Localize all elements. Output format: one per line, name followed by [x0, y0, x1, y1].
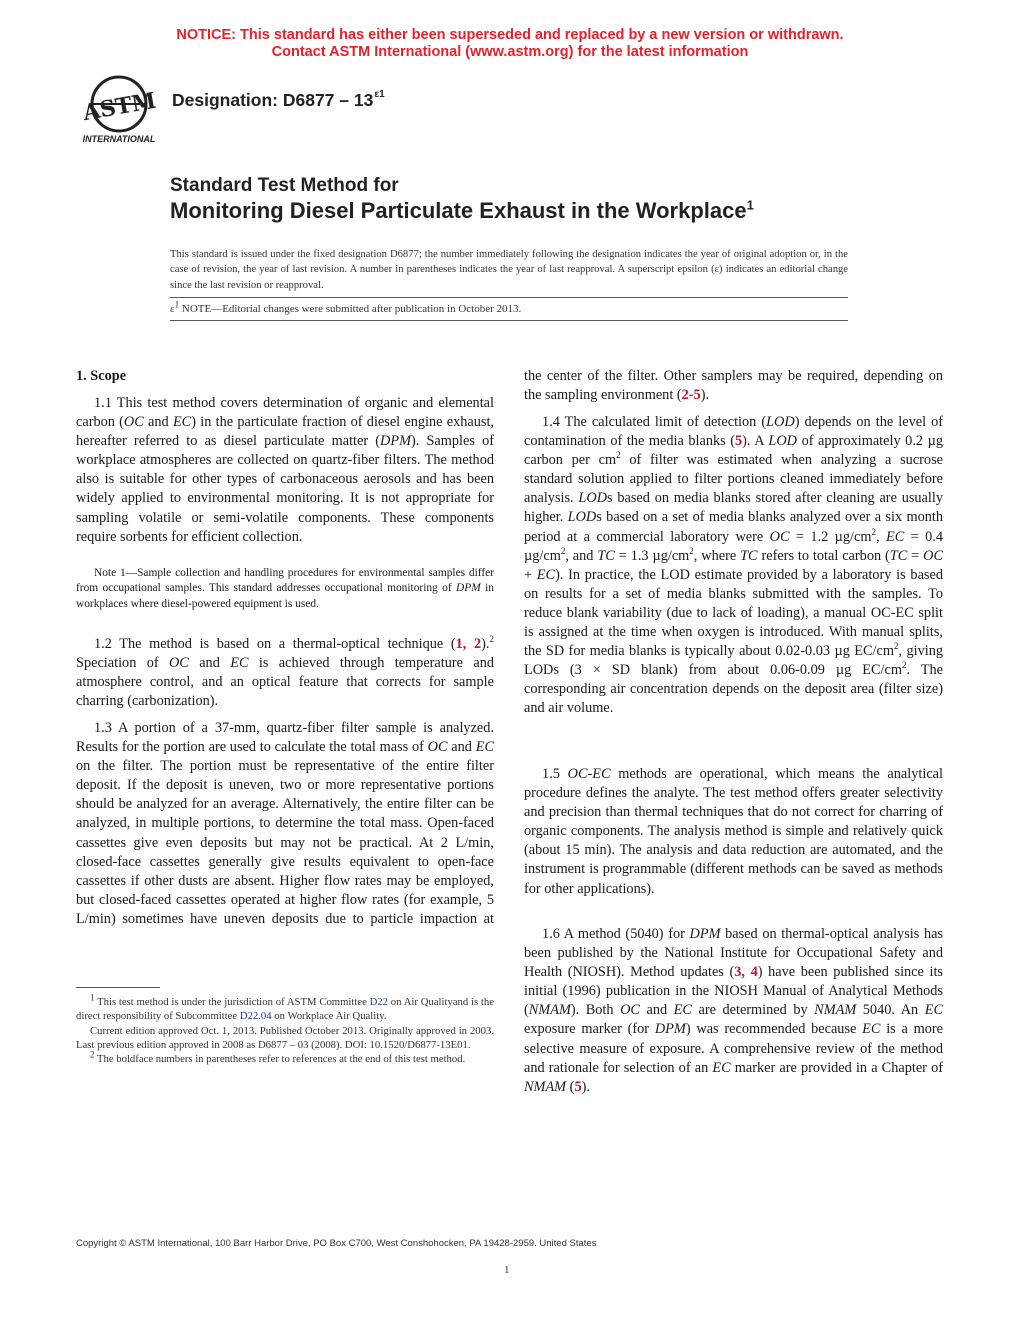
- astm-logo: [76, 74, 162, 146]
- reference-link[interactable]: 1, 2: [455, 636, 482, 652]
- note-1: Note 1—Sample collection and handling procedures for environmental samples differ from occupational samples. This standard addresses occupational monitoring of DPM in workplaces where diesel-powered equipment is used.: [76, 567, 494, 610]
- committee-link[interactable]: D22: [369, 996, 389, 1008]
- reference-link[interactable]: 5: [574, 1078, 582, 1095]
- paragraph-1-3-continued: the center of the filter. Other samplers may be required, depending on the sampling environment (2-5).: [524, 368, 943, 404]
- paragraph-1-2: 1.2 The method is based on a thermal-optical technique (1, 2).$^2$ Speciation of OC and EC is achieved through temperature and atmosphere control, and an optical feature that corrects for sample charring (carbonization).: [76, 634, 494, 710]
- page-number: 1: [504, 1264, 510, 1276]
- copyright: Copyright © ASTM International, 100 Barr Harbor Drive, PO Box C700, West Conshohocken, PA 19428-2959. United States: [76, 1238, 597, 1249]
- footnotes: [76, 992, 494, 1066]
- divider: [170, 320, 848, 321]
- paragraph-1-1: 1.1 This test method covers determination of organic and elemental carbon (OC and EC) in the particulate fraction of diesel engine exhaust, hereafter referred to as diesel particulate matter (DPM). Samples of workplace atmospheres are collected on quartz-fiber filters. The method also is suitable for other types of carbonaceous aerosols and has been widely applied to environmental monitoring. It is not appropriate for sampling volatile or semi-volatile components. These components require sorbents for efficient collection.: [76, 395, 495, 545]
- logo-text: ASTM: [80, 87, 159, 127]
- title-line-2: Monitoring Diesel Particulate Exhaust in the Workplace$^1$: [170, 197, 754, 223]
- subcommittee-link[interactable]: D22.04: [239, 1010, 272, 1023]
- section-heading: 1. Scope: [76, 368, 127, 384]
- footnote-2: $^2$ The boldface numbers in parentheses refer to references at the end of this test method.: [90, 1049, 466, 1066]
- footnote-1-edition: Current edition approved Oct. 1, 2013. Published October 2013. Originally approved in 2003. Last previous edition approved in 2008 as D6877 – 03 (2008). DOI: 10.1520/D6877-13E01.: [76, 1024, 494, 1051]
- editorial-note: $\varepsilon^1$ NOTE—Editorial changes were submitted after publication in October 2013.: [170, 299, 522, 315]
- issued-note: This standard is issued under the fixed designation D6877; the number immediately following the designation indicates the year of original adoption or, in the case of revision, the year of last revision. A number in parentheses indicates the year of last reapproval. A superscript epsilon (ε) indicates an editorial change since the last revision or reapproval.: [170, 249, 848, 291]
- logo-subtext: INTERNATIONAL: [82, 134, 156, 144]
- withdrawal-notice: [0, 27, 1020, 61]
- designation: Designation: $D6877 - 13^{\varepsilon 1}$: [172, 89, 385, 110]
- title-line-1: Standard Test Method for: [170, 175, 399, 196]
- notice-line-1: NOTICE: This standard has either been superseded and replaced by a new version or withdrawn.: [176, 27, 844, 43]
- paragraph-1-3: 1.3 A portion of a 37-mm, quartz-fiber filter sample is analyzed. Results for the portion are used to calculate the total mass of OC and EC on the filter. The portion must be representative of the entire filter deposit. If the deposit is uneven, two or more representative portions should be analyzed for an average. Alternatively, the entire filter can be analyzed, in multiple portions, to determine the total mass. Open-faced cassettes give even deposits but may not be practical. At 2 L/min, closed-face cassettes generally give results equivalent to open-face cassettes if other dusts are absent. Higher flow rates may be employed, but closed-faced cassettes operated at higher flow rates (for example, 5 L/min) sometimes have uneven deposits due to particle impaction at: [76, 720, 494, 927]
- paragraph-1-6: 1.6 A method (5040) for DPM based on thermal-optical analysis has been published by the National Institute for Occupational Safety and Health (NIOSH). Method updates (3, 4) have been published since its initial (1996) publication in the NIOSH Manual of Analytical Methods (NMAM). Both OC and EC are determined by NMAM 5040. An EC exposure marker (for DPM) was recommended because EC is a more selective measure of exposure. A comprehensive review of the method and rationale for selection of an EC marker are provided in a Chapter of NMAM (5).: [524, 926, 944, 1095]
- footnote-divider: [76, 987, 160, 988]
- reference-link[interactable]: 2-5: [681, 387, 701, 404]
- reference-link[interactable]: 5: [735, 433, 743, 450]
- divider: [170, 297, 848, 298]
- footnote-1: $^1$ This test method is under the jurisdiction of ASTM Committee D22 on Air Qualityand is the direct responsibility of Subcommittee D22.04 on Workplace Air Quality.: [76, 992, 494, 1023]
- paragraph-1-5: 1.5 OC-EC methods are operational, which means the analytical procedure defines the analyte. The test method offers greater selectivity and precision than thermal techniques that do not correct for charring of organic components. The analysis method is simple and relatively quick (about 15 min). The analysis and data reduction are automated, and the instrument is programmable (different methods can be saved as methods for other applications).: [524, 766, 943, 897]
- notice-line-2: Contact ASTM International (www.astm.org) for the latest information: [271, 44, 749, 60]
- reference-link[interactable]: 3, 4: [734, 964, 758, 981]
- paragraph-1-4: 1.4 The calculated limit of detection (LOD) depends on the level of contamination of the media blanks (5). A LOD of approximately 0.2 µg carbon per $cm^2$ of filter was estimated when analyzing a sucrose standard solution applied to filter portions cleaned immediately before analysis. LODs based on media blanks stored after cleaning are usually higher. LODs based on a set of media blanks analyzed over a six month period at a commercial laboratory were OC = 1.2 $\mu g/cm^2$, EC = 0.4 $\mu g/cm^2$, and TC = 1.3 $\mu g/cm^2$, where TC refers to total carbon (TC = OC + EC). In practice, the LOD estimate provided by a laboratory is based on results for a set of media blanks submitted with the samples. To reduce blank variability (due to lack of loading), a manual OC-EC split is assigned at the time when oxygen is introduced. With manual splits, the SD for media blanks is typically about 0.02-0.03 µg $EC/cm^2$, giving LODs (3 × SD blank) from about 0.06-0.09 µg $EC/cm^2$. The corresponding air concentration depends on the deposit area (filter size) and air volume.: [524, 414, 944, 717]
